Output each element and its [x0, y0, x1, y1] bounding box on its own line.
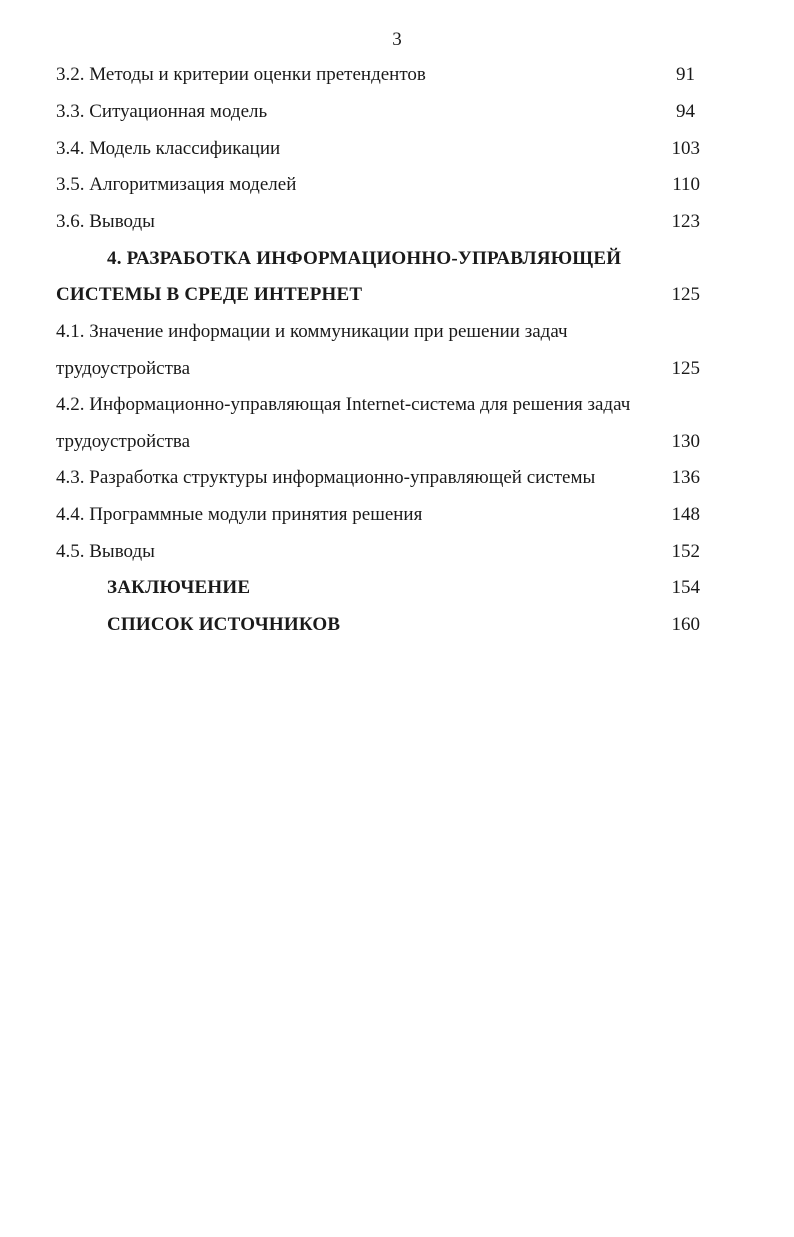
toc-entry-title: трудоустройства: [56, 358, 191, 379]
toc-entry-3-4: [0, 134, 794, 164]
toc-entry-page: 160: [671, 614, 700, 635]
toc-entry-title: 3.6. Выводы: [56, 211, 155, 232]
toc-entry-title: 3.5. Алгоритмизация моделей: [56, 174, 297, 195]
toc-entry-title: 3.2. Методы и критерии оценки претендентов: [56, 64, 426, 85]
toc-entry-4-1-line1: [0, 317, 794, 347]
toc-chapter-title: СПИСОК ИСТОЧНИКОВ: [107, 614, 341, 635]
toc-entry-page: 94: [676, 101, 695, 122]
toc-entry-page: 110: [672, 174, 700, 195]
toc-entry-3-5: [0, 170, 794, 200]
toc-entry-title: 3.4. Модель классификации: [56, 138, 281, 159]
toc-chapter-title: СИСТЕМЫ В СРЕДЕ ИНТЕРНЕТ: [56, 284, 363, 305]
toc-references: [0, 610, 794, 640]
toc-entry-title: 3.3. Ситуационная модель: [56, 101, 268, 122]
toc-entry-page: 125: [671, 284, 700, 305]
toc-entry-3-3: [0, 97, 794, 127]
toc-entry-4-4: [0, 500, 794, 530]
toc-entry-page: 130: [671, 431, 700, 452]
toc-entry-title: трудоустройства: [56, 431, 191, 452]
toc-chapter-4-heading-line2: [0, 280, 794, 310]
toc-entry-4-2-line1: [0, 390, 794, 420]
page-number: 3: [392, 29, 402, 50]
toc-entry-4-5: [0, 537, 794, 567]
toc-chapter-4-heading-line1: [0, 244, 794, 274]
toc-entry-title: 4.5. Выводы: [56, 541, 155, 562]
toc-entry-page: 123: [671, 211, 700, 232]
toc-entry-page: 152: [671, 541, 700, 562]
toc-entry-3-6: [0, 207, 794, 237]
toc-conclusion: [0, 573, 794, 603]
toc-entry-3-2: [0, 60, 794, 90]
toc-entry-4-3: [0, 463, 794, 493]
toc-entry-page: 91: [676, 64, 695, 85]
toc-entry-page: 103: [671, 138, 700, 159]
toc-entry-title: 4.1. Значение информации и коммуникации при решении задач: [56, 321, 568, 342]
toc-entry-page: 148: [671, 504, 700, 525]
toc-chapter-title: 4. РАЗРАБОТКА ИНФОРМАЦИОННО-УПРАВЛЯЮЩЕЙ: [107, 248, 622, 269]
toc-entry-title: 4.3. Разработка структуры информационно-управляющей системы: [56, 467, 596, 488]
toc-entry-4-1-line2: [0, 354, 794, 384]
toc-entry-title: 4.4. Программные модули принятия решения: [56, 504, 423, 525]
toc-entry-4-2-line2: [0, 427, 794, 457]
toc-entry-page: 136: [671, 467, 700, 488]
toc-entry-page: 125: [671, 358, 700, 379]
toc-chapter-title: ЗАКЛЮЧЕНИЕ: [107, 577, 251, 598]
toc-entry-page: 154: [671, 577, 700, 598]
toc-entry-title: 4.2. Информационно-управляющая Internet-система для решения задач: [56, 394, 631, 415]
